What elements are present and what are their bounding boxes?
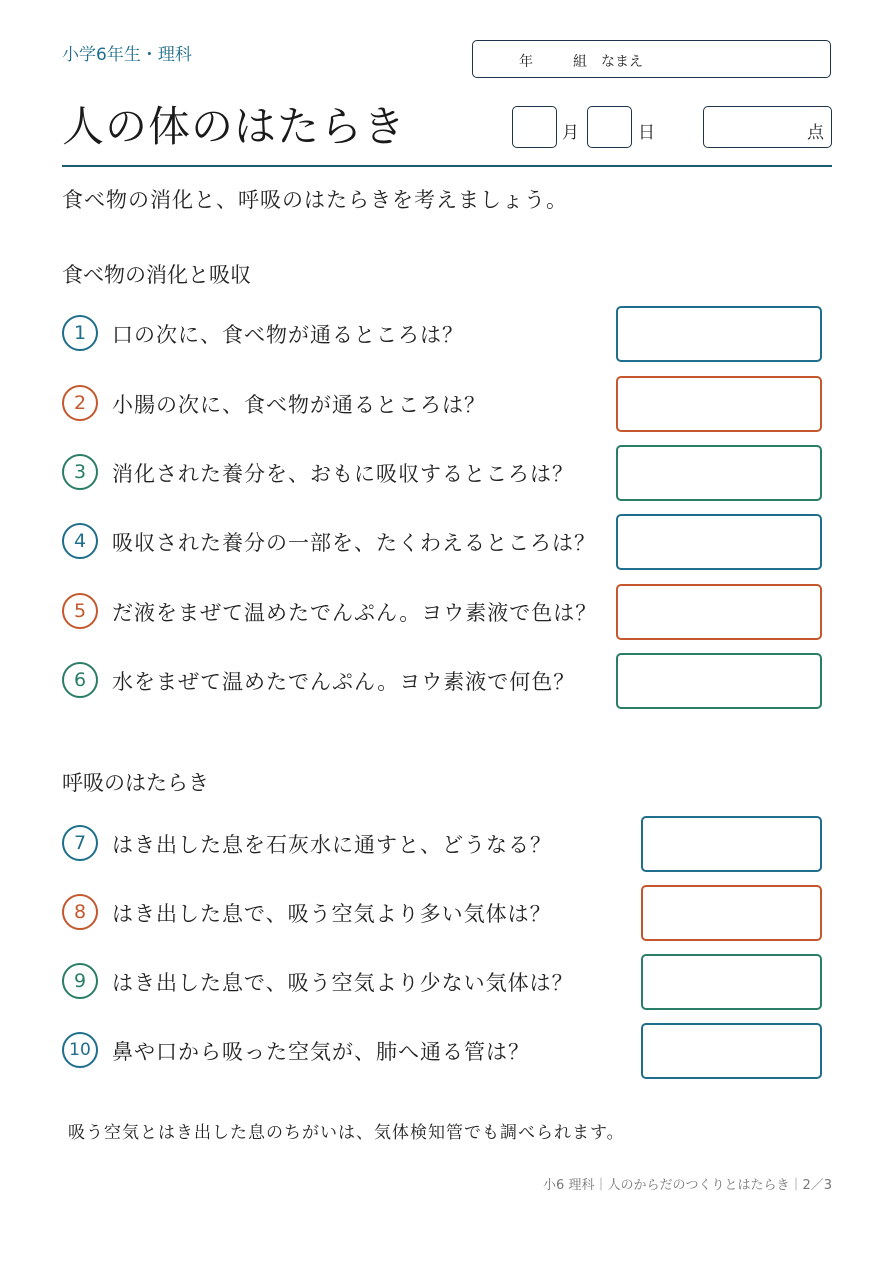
- answer-box[interactable]: [616, 514, 822, 570]
- answer-box[interactable]: [641, 885, 822, 941]
- question-number: 4: [62, 523, 98, 559]
- question-text: 小腸の次に、食べ物が通るところは？: [112, 393, 486, 417]
- answer-box[interactable]: [641, 954, 822, 1010]
- grade-subject-label: 小学6年生・理科: [62, 45, 192, 65]
- question-number: 8: [62, 894, 98, 930]
- question-text: はき出した息を石灰水に通すと、どうなる？: [112, 833, 552, 857]
- question-number: 7: [62, 825, 98, 861]
- question-row: [62, 1023, 832, 1079]
- day-input[interactable]: [587, 106, 632, 148]
- question-number: 9: [62, 963, 98, 999]
- question-text: 口の次に、食べ物が通るところは？: [112, 323, 464, 347]
- answer-box[interactable]: [616, 445, 822, 501]
- question-text: 鼻や口から吸った空気が、肺へ通る管は？: [112, 1040, 530, 1064]
- intro-text: 食べ物の消化と、呼吸のはたらきを考えましょう。: [62, 188, 568, 212]
- question-number: 1: [62, 315, 98, 351]
- question-row: [62, 816, 832, 872]
- page-footer: 小6 理科｜人のからだのつくりとはたらき｜2／3: [543, 1178, 832, 1193]
- month-label: 月: [562, 123, 579, 143]
- question-row: [62, 584, 832, 640]
- question-row: [62, 954, 832, 1010]
- answer-box[interactable]: [616, 584, 822, 640]
- question-row: [62, 653, 832, 709]
- name-field[interactable]: [472, 40, 831, 78]
- question-number: 10: [62, 1032, 98, 1068]
- question-text: はき出した息で、吸う空気より少ない気体は？: [112, 971, 574, 995]
- answer-box[interactable]: [641, 1023, 822, 1079]
- question-text: 吸収された養分の一部を、たくわえるところは？: [112, 531, 596, 555]
- question-number: 5: [62, 593, 98, 629]
- score-field[interactable]: [703, 106, 832, 148]
- page-title: 人の体のはたらき: [62, 102, 407, 151]
- answer-box[interactable]: [616, 376, 822, 432]
- question-text: 消化された養分を、おもに吸収するところは？: [112, 462, 574, 486]
- question-row: [62, 514, 832, 570]
- answer-box[interactable]: [616, 306, 822, 362]
- name-label: なまえ: [601, 54, 643, 70]
- score-label: 点: [807, 123, 824, 143]
- question-row: [62, 885, 832, 941]
- question-text: だ液をまぜて温めたでんぷん。ヨウ素液で色は？: [112, 601, 598, 625]
- question-row: [62, 445, 832, 501]
- question-text: 水をまぜて温めたでんぷん。ヨウ素液で何色？: [112, 670, 576, 694]
- answer-box[interactable]: [616, 653, 822, 709]
- header-divider: [62, 165, 832, 167]
- class-label: 組: [573, 54, 587, 70]
- question-row: [62, 376, 832, 432]
- question-number: 6: [62, 662, 98, 698]
- year-label: 年: [519, 54, 533, 70]
- month-input[interactable]: [512, 106, 557, 148]
- section-heading-digestion: 食べ物の消化と吸収: [62, 263, 251, 287]
- day-label: 日: [638, 123, 655, 143]
- question-text: はき出した息で、吸う空気より多い気体は？: [112, 902, 552, 926]
- question-number: 3: [62, 454, 98, 490]
- question-row: [62, 306, 832, 362]
- section-heading-respiration: 呼吸のはたらき: [62, 771, 209, 795]
- question-number: 2: [62, 385, 98, 421]
- note-text: 吸う空気とはき出した息のちがいは、気体検知管でも調べられます。: [68, 1123, 625, 1143]
- answer-box[interactable]: [641, 816, 822, 872]
